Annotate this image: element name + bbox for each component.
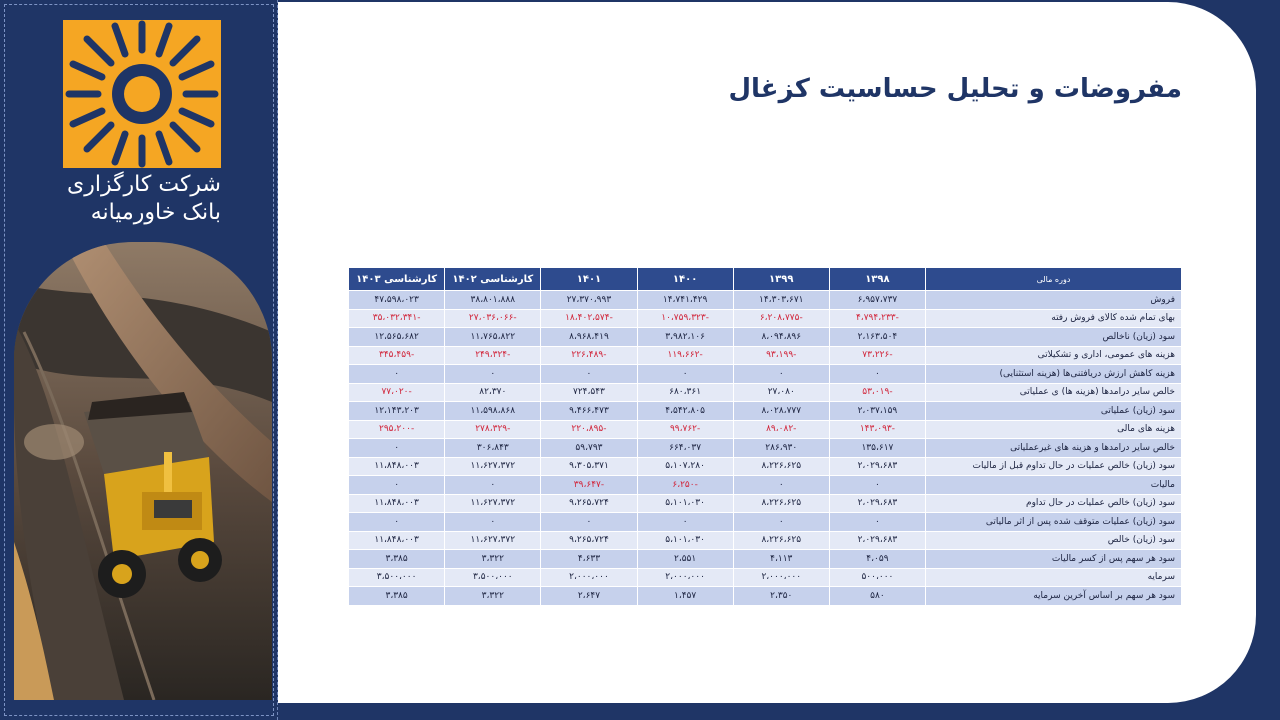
table-cell: ۴،۶۳۳ — [541, 550, 637, 569]
table-cell: ۳،۳۲۲ — [445, 550, 541, 569]
table-cell: -۹۹،۷۶۲ — [637, 420, 733, 439]
table-cell: ۵۸۰ — [829, 587, 925, 606]
row-label: سود هر سهم پس از کسر مالیات — [926, 550, 1182, 569]
table-cell: ۱۱،۷۶۵،۸۲۲ — [445, 328, 541, 347]
table-cell: -۲۷،۰۳۶،۰۶۶ — [445, 309, 541, 328]
table-cell: -۶،۲۰۸،۷۷۵ — [733, 309, 829, 328]
table-row — [349, 550, 1182, 569]
page-title: مفروضات و تحلیل حساسیت کزغال — [728, 74, 1182, 104]
row-label: هزینه کاهش ارزش دریافتنی‌ها (هزینه استثنایی) — [926, 365, 1182, 384]
column-header: کارشناسی ۱۴۰۳ — [349, 268, 445, 291]
table-cell: ۲،۰۰۰،۰۰۰ — [733, 568, 829, 587]
row-label: سود (زیان) خالص عملیات در حال تداوم — [926, 494, 1182, 513]
table-cell: ۸،۲۲۶،۶۲۵ — [733, 457, 829, 476]
table-cell: ۱۱،۸۴۸،۰۰۳ — [349, 457, 445, 476]
table-cell: ۸،۰۲۸،۷۷۷ — [733, 402, 829, 421]
table-cell: ۲،۱۶۳،۵۰۴ — [829, 328, 925, 347]
table-cell: ۰ — [349, 476, 445, 495]
column-header: ۱۴۰۰ — [637, 268, 733, 291]
table-cell: ۱۲،۱۴۳،۲۰۳ — [349, 402, 445, 421]
table-cell: -۳۴۵،۴۵۹ — [349, 346, 445, 365]
column-header: کارشناسی ۱۴۰۲ — [445, 268, 541, 291]
table-row — [349, 587, 1182, 606]
table-cell: ۰ — [445, 365, 541, 384]
table-cell: ۸،۲۲۶،۶۲۵ — [733, 531, 829, 550]
table-cell: ۶،۹۵۷،۷۳۷ — [829, 291, 925, 310]
table-cell: ۰ — [637, 365, 733, 384]
table-cell: ۱۱،۶۲۷،۳۷۲ — [445, 457, 541, 476]
table-cell: ۲،۰۲۹،۶۸۳ — [829, 494, 925, 513]
table-cell: -۱۰،۷۵۹،۳۲۳ — [637, 309, 733, 328]
table-cell: ۱،۴۵۷ — [637, 587, 733, 606]
table-row — [349, 291, 1182, 310]
table-cell: ۴،۱۱۳ — [733, 550, 829, 569]
table-row — [349, 420, 1182, 439]
table-cell: ۸،۲۲۶،۶۲۵ — [733, 494, 829, 513]
row-label: خالص سایر درامدها (هزینه ها) ی عملیاتی — [926, 383, 1182, 402]
table-cell: ۲،۰۳۷،۱۵۹ — [829, 402, 925, 421]
row-label: خالص سایر درامدها و هزینه های غیرعملیاتی — [926, 439, 1182, 458]
table-cell: ۱۱،۸۴۸،۰۰۳ — [349, 531, 445, 550]
column-header: ۱۴۰۱ — [541, 268, 637, 291]
table-cell: ۳،۵۰۰،۰۰۰ — [349, 568, 445, 587]
row-label: مالیات — [926, 476, 1182, 495]
table-cell: -۲۷۸،۳۲۹ — [445, 420, 541, 439]
table-cell: -۳۹،۶۴۷ — [541, 476, 637, 495]
brand-name-line2: بانک خاورمیانه — [90, 200, 221, 225]
table-cell: ۰ — [733, 476, 829, 495]
table-cell: ۵۰۰،۰۰۰ — [829, 568, 925, 587]
table-cell: ۳،۳۲۲ — [445, 587, 541, 606]
table-row — [349, 513, 1182, 532]
column-header: ۱۳۹۹ — [733, 268, 829, 291]
table-cell: ۰ — [541, 365, 637, 384]
row-label: سود (زیان) عملیاتی — [926, 402, 1182, 421]
table-row — [349, 346, 1182, 365]
table-cell: ۱۴،۳۰۳،۶۷۱ — [733, 291, 829, 310]
table-cell: -۵۳،۰۱۹ — [829, 383, 925, 402]
table-row — [349, 568, 1182, 587]
sun-logo-icon — [63, 20, 221, 168]
financial-table-body — [349, 291, 1182, 606]
table-cell: ۵۹،۷۹۳ — [541, 439, 637, 458]
row-label: سود (زیان) عملیات متوقف شده پس از اثر مالیاتی — [926, 513, 1182, 532]
table-cell: ۲،۶۴۷ — [541, 587, 637, 606]
column-header: ۱۳۹۸ — [829, 268, 925, 291]
table-cell: ۳۸،۸۰۱،۸۸۸ — [445, 291, 541, 310]
table-cell: ۱۱،۶۲۷،۳۷۲ — [445, 494, 541, 513]
table-cell: ۱۳۵،۶۱۷ — [829, 439, 925, 458]
table-cell: ۲،۰۲۹،۶۸۳ — [829, 457, 925, 476]
table-row — [349, 328, 1182, 347]
table-cell: ۹،۲۶۵،۷۲۴ — [541, 531, 637, 550]
table-cell: ۴،۵۴۲،۸۰۵ — [637, 402, 733, 421]
table-cell: ۰ — [445, 476, 541, 495]
row-label: هزینه های مالی — [926, 420, 1182, 439]
row-label: سود (زیان) خالص عملیات در حال تداوم قبل از مالیات — [926, 457, 1182, 476]
table-row — [349, 457, 1182, 476]
table-cell: ۱۴،۷۴۱،۴۲۹ — [637, 291, 733, 310]
table-cell: -۲۲۰،۸۹۵ — [541, 420, 637, 439]
table-cell: ۱۱،۶۲۷،۳۷۲ — [445, 531, 541, 550]
table-cell: -۴،۷۹۴،۲۳۳ — [829, 309, 925, 328]
row-label: بهای تمام شده کالای فروش رفته — [926, 309, 1182, 328]
table-row — [349, 476, 1182, 495]
table-row — [349, 402, 1182, 421]
table-cell: ۰ — [829, 513, 925, 532]
table-cell: -۶،۲۵۰ — [637, 476, 733, 495]
table-cell: ۲۸۶،۹۳۰ — [733, 439, 829, 458]
table-cell: ۲۷،۰۸۰ — [733, 383, 829, 402]
table-row — [349, 309, 1182, 328]
table-cell: ۰ — [733, 513, 829, 532]
table-cell: ۳۰۶،۸۴۳ — [445, 439, 541, 458]
table-cell: ۲،۰۲۹،۶۸۳ — [829, 531, 925, 550]
brand-panel — [0, 0, 278, 720]
table-row — [349, 531, 1182, 550]
table-cell: ۰ — [349, 365, 445, 384]
table-cell: -۲۲۶،۴۸۹ — [541, 346, 637, 365]
table-cell: -۳۵،۰۳۲،۳۴۱ — [349, 309, 445, 328]
table-cell: ۲۷،۳۷۰،۹۹۳ — [541, 291, 637, 310]
row-label: سرمایه — [926, 568, 1182, 587]
table-cell: ۵،۱۰۷،۲۸۰ — [637, 457, 733, 476]
table-cell: ۴،۰۵۹ — [829, 550, 925, 569]
table-cell: ۰ — [541, 513, 637, 532]
table-cell: ۸،۰۹۴،۸۹۶ — [733, 328, 829, 347]
table-cell: -۲۹۵،۲۰۰ — [349, 420, 445, 439]
row-label: فروش — [926, 291, 1182, 310]
table-row — [349, 383, 1182, 402]
table-cell: ۳،۵۰۰،۰۰۰ — [445, 568, 541, 587]
table-cell: ۸،۹۶۸،۴۱۹ — [541, 328, 637, 347]
table-cell: ۰ — [349, 439, 445, 458]
row-label: سود (زیان) ناخالص — [926, 328, 1182, 347]
table-cell: ۵،۱۰۱،۰۳۰ — [637, 494, 733, 513]
table-cell: ۸۲،۳۷۰ — [445, 383, 541, 402]
table-cell: ۵،۱۰۱،۰۳۰ — [637, 531, 733, 550]
row-label: سود هر سهم بر اساس آخرین سرمایه — [926, 587, 1182, 606]
table-cell: ۲،۵۵۱ — [637, 550, 733, 569]
table-cell: ۳،۹۸۲،۱۰۶ — [637, 328, 733, 347]
table-cell: ۰ — [349, 513, 445, 532]
financial-table — [348, 267, 1182, 606]
table-cell: ۹،۳۰۵،۳۷۱ — [541, 457, 637, 476]
table-cell: -۷۷،۰۲۰ — [349, 383, 445, 402]
table-cell: ۲،۳۵۰ — [733, 587, 829, 606]
table-cell: ۰ — [829, 476, 925, 495]
table-cell: ۴۷،۵۹۸،۰۲۳ — [349, 291, 445, 310]
row-label: سود (زیان) خالص — [926, 531, 1182, 550]
brand-name-line1: شرکت کارگزاری — [66, 172, 221, 197]
table-cell: ۳،۳۸۵ — [349, 587, 445, 606]
table-cell: -۲۴۹،۳۲۴ — [445, 346, 541, 365]
table-cell: ۰ — [733, 365, 829, 384]
table-cell: ۹،۲۶۵،۷۲۴ — [541, 494, 637, 513]
table-cell: ۲،۰۰۰،۰۰۰ — [541, 568, 637, 587]
table-cell: -۷۳،۲۲۶ — [829, 346, 925, 365]
table-row — [349, 365, 1182, 384]
table-cell: ۶۸۰،۳۶۱ — [637, 383, 733, 402]
column-header: دوره مالی — [926, 268, 1182, 291]
table-cell: ۱۱،۸۴۸،۰۰۳ — [349, 494, 445, 513]
table-cell: -۱۸،۴۰۲،۵۷۴ — [541, 309, 637, 328]
table-cell: -۱۱۹،۶۶۲ — [637, 346, 733, 365]
table-cell: ۱۲،۵۶۵،۶۸۲ — [349, 328, 445, 347]
table-header-row — [349, 268, 1182, 291]
table-cell: ۰ — [637, 513, 733, 532]
table-cell: ۰ — [829, 365, 925, 384]
table-cell: ۰ — [445, 513, 541, 532]
mining-truck-photo — [14, 242, 272, 700]
table-cell: ۱۱،۵۹۸،۸۶۸ — [445, 402, 541, 421]
table-cell: -۸۹،۰۸۲ — [733, 420, 829, 439]
table-cell: ۷۲۴،۵۴۳ — [541, 383, 637, 402]
table-cell: ۳،۳۸۵ — [349, 550, 445, 569]
table-cell: ۶۶۴،۰۳۷ — [637, 439, 733, 458]
table-cell: ۹،۴۶۶،۴۷۳ — [541, 402, 637, 421]
table-cell: ۲،۰۰۰،۰۰۰ — [637, 568, 733, 587]
table-row — [349, 439, 1182, 458]
table-row — [349, 494, 1182, 513]
table-cell: -۹۳،۱۹۹ — [733, 346, 829, 365]
table-cell: -۱۴۳،۰۹۳ — [829, 420, 925, 439]
row-label: هزینه های عمومی، اداری و تشکیلاتی — [926, 346, 1182, 365]
